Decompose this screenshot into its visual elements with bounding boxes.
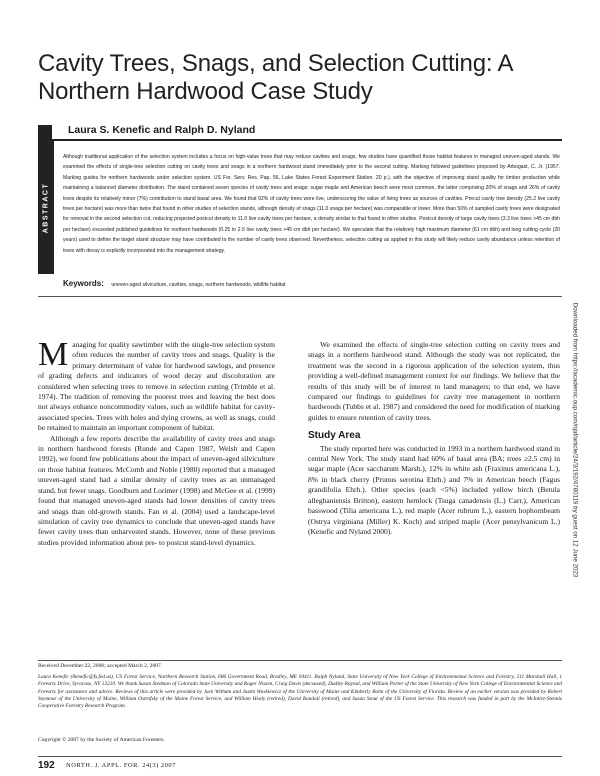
- author-marker: [38, 125, 52, 139]
- copyright: Copyright © 2007 by the Society of American Foresters.: [38, 737, 165, 743]
- article-title: Cavity Trees, Snags, and Selection Cutting: A Northern Hardwood Case Study: [38, 50, 512, 105]
- abstract-label: ABSTRACT: [42, 182, 50, 234]
- journal-citation: NORTH. J. APPL. FOR. 24(3) 2007: [66, 762, 176, 769]
- authors: Laura S. Kenefic and Ralph D. Nyland: [68, 124, 256, 136]
- right-paragraph-2: The study reported here was conducted in 1993 in a northern hardwood stand in central New York. The study stand had 60% of basal area (BA; trees ≥2.5 cm) in sugar maple (Acer saccharum Marsh.), 12% in white ash (Fraxinus americana L.), 8% in black cherry (Prunus serotina Ehrh.) and 7% in American beech (Fagus grandifolia Ehrh.). Other species (each <5%) included yellow birch (Betula alleghaniensis Britton), eastern hemlock (Tsuga canadensis (L.) Carr.), American basswood (Tilia americana L.), red maple (Acer rubrum L.), eastern hophornbeam (Ostrya virginiana (Miller) K. Koch) and striped maple (Acer pensylvanicum L.) (Kenefic and Nyland 2000).: [308, 443, 560, 536]
- received-rule: [38, 660, 562, 661]
- authors-rule: [38, 139, 562, 141]
- intro-text: anaging for quality sawtimber with the single-tree selection system often reduces the number of cavity trees and snags. Quality is the primary determinant of value for hardwood sawlogs, and presence of grading defects and indicators of wood decay and discoloration are considered when selecting trees to remove in selection cutting (Trimble et al. 1974). The tradition of removing the poorest trees and leaving the best does not always enhance noncommodity values, such as wildlife habitat for cavity-associated species. Trees with holes and dying crowns, as well as snags, could be retained to maintain an important component of habitat.: [38, 340, 275, 433]
- download-note: Downloaded from https://academic.oup.com/njaf/article/24/3/192/4780119 by guest on 12 June 2023: [571, 302, 579, 578]
- section-heading-study-area: Study Area: [308, 430, 361, 442]
- footer-rule: [38, 756, 562, 757]
- keywords: [63, 279, 560, 288]
- drop-cap: M: [38, 336, 69, 373]
- received-note: Received December 22, 2006; accepted March 2, 2007.: [38, 663, 163, 669]
- keywords-label: Keywords:: [63, 279, 104, 288]
- left-paragraph-2: Although a few reports describe the availability of cavity trees and snags in northern hardwood forests (Runde and Capen 1987, Welsh and Capen 1992), we found few publications about the impact of uneven-aged silviculture on those habitat features. McComb and Noble (1980) reported that a managed uneven-aged stand had a similar density of cavity trees as an unmanaged stand, but fewer snags. Goodburn and Lorimer (1998) and McGee et al. (1999) found that managed uneven-aged stands had lower densities of cavity trees and snags than old-growth stands. Fan et al. (2004) used a landscape-level simulation of cavity tree dynamics to conclude that uneven-aged stands have fewer cavity trees than unharvested stands. However, none of these previous studies provided information about pre- to postcut stand-level dynamics.: [38, 433, 275, 547]
- right-paragraph-1: We examined the effects of single-tree selection cutting on cavity trees and snags in a northern hardwood stand. Although the study was not replicated, the treatment was the second in a rigorous application of the selection system, thus providing a well-defined management context for our findings. We believe that the results of this study will be of interest to land managers; to that end, we have compared our findings to guidelines for cavity tree management in northern hardwoods (Tubbs et al. 1987) and considered the need for modification of marking guides to ensure retention of cavity trees.: [308, 340, 560, 422]
- keywords-list: uneven-aged silviculture, cavities, snags, northern hardwoods, wildlife habitat: [111, 282, 286, 288]
- authors-bar: [38, 125, 562, 139]
- page-number: 192: [38, 760, 55, 771]
- right-column: [308, 340, 560, 537]
- keywords-rule: [38, 296, 562, 297]
- left-column: [38, 336, 275, 548]
- affiliation-note: Laura Kenefic (lkenefic@fs.fed.us), US Forest Service, Northern Research Station, 686 Government Road, Bradley, ME 04411. Ralph Nyland, State University of New York College of Environmental Science and Forestry, 211 Marshall Hall, 1 Forestry Drive, Syracuse, NY 13210. We thank Susan Stedman of Colorado State University and Roger Nissen, Craig Davis (deceased), Dudley Raynal, and William Porter of the State University of New York College of Environmental Science and Forestry for assistance and advice. Reviews of this article were provided by Jack Witham and Justin Waskiewicz of the University of Maine and Kimberly Bohn of the University of Florida. Review of an earlier version was provided by Robert Seymour of the University of Maine, William Ostrofsky of the Maine Forest Service, and William Healy (retired), David Randall (retired), and Susan Stout of the US Forest Service. This research was funded in part by the McIntire-Stennis Cooperative Forestry Research Program.: [38, 674, 562, 710]
- abstract-text: Although traditional application of the selection system includes a focus on high-value trees that may reduce cavities and snags, few studies have quantified those habitat features in managed uneven-aged stands. We examined the effects of single-tree selection cutting on cavity trees and snags in a northern hardwood stand immediately prior to the second cutting. Marking followed guidelines proposed by Arbogast, C. Jr. (1957. Marking guides for northern hardwoods under selection system. US For. Serv. Res. Pap. 56, Lake States Forest Experiment Station. 20 p.), with the objective of improving stand quality for timber production while maintaining a balanced diameter distribution. The stand contained seven species of cavity trees and snags; sugar maple and American beech were most common, the latter comprising 20% of snags and 26% of cavity trees despite its relatively minor (7%) contribution to stand basal area. We found that 92% of cavity trees were live, underscoring the value of living trees as sources of cavities. Precut cavity tree density (25.2 live cavity trees per hectare) was more than twice that found in other studies of selection stands, although density of snags (11.0 snags per hectare) was comparable or lower. More than 50% of sampled cavity trees were designated for removal in the second selection cut, reducing projected postcut density to 11.0 live cavity trees per hectare, a density similar to that found in other studies. Postcut density of large cavity trees (3.3 live trees >45 cm dbh per hectare) exceeded published guidelines for northern hardwoods (0.25 to 2.5 live cavity trees >45 cm dbh per hectare). We speculate that the relatively high maximum diameter (61 cm dbh) and long cutting cycle (20 years) used to define the target stand structure may have contributed to the number of cavity trees observed. Nevertheless, selection cutting as applied in this study will likely reduce cavity abundance unless retention of trees with decay is explicitly incorporated into the management strategy.: [63, 154, 560, 254]
- intro-paragraph: [38, 336, 275, 434]
